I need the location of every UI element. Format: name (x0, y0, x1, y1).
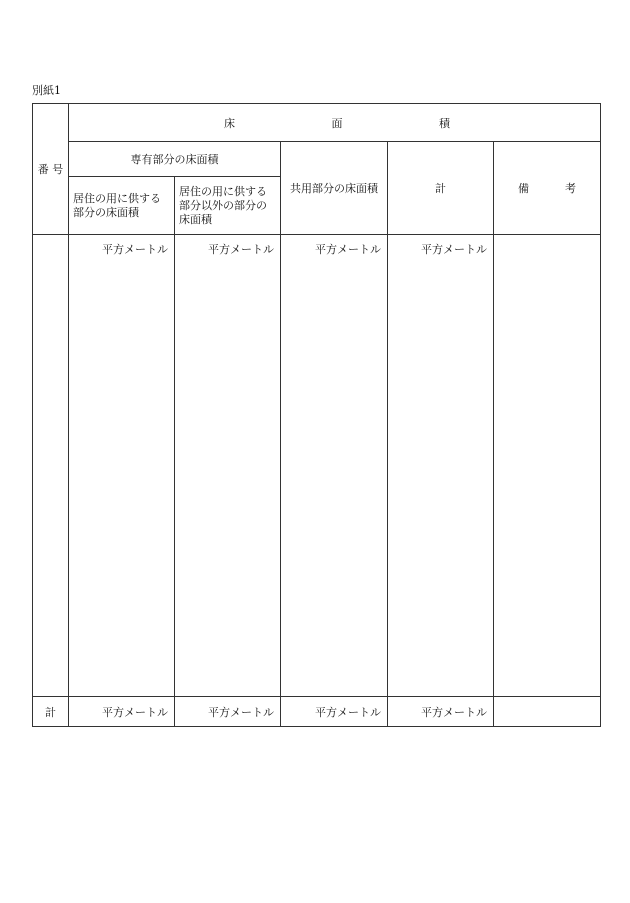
header-number: 番 号 (33, 104, 69, 235)
body-total-unit[interactable]: 平方メートル (388, 235, 494, 697)
remarks-char-1: 備 (518, 182, 529, 195)
total-non-residential-unit[interactable]: 平方メートル (175, 697, 281, 727)
body-common-unit[interactable]: 平方メートル (281, 235, 388, 697)
total-common-unit[interactable]: 平方メートル (281, 697, 388, 727)
floor-area-char-3: 積 (439, 116, 450, 130)
total-row-label: 計 (33, 697, 69, 727)
floor-area-char-1: 床 (224, 116, 235, 130)
header-common-area: 共用部分の床面積 (281, 142, 388, 235)
body-number-cell[interactable] (33, 235, 69, 697)
total-total-unit[interactable]: 平方メートル (388, 697, 494, 727)
total-residential-unit[interactable]: 平方メートル (69, 697, 175, 727)
attachment-label: 別紙1 (32, 84, 61, 97)
header-total: 計 (388, 142, 494, 235)
floor-area-char-2: 面 (331, 116, 343, 130)
header-floor-area (69, 104, 601, 142)
header-residential: 居住の用に供する部分の床面積 (69, 177, 175, 235)
total-remarks-cell[interactable] (494, 697, 601, 727)
floor-area-table (32, 103, 601, 727)
body-residential-unit[interactable]: 平方メートル (69, 235, 175, 697)
body-remarks-cell[interactable] (494, 235, 601, 697)
body-non-residential-unit[interactable]: 平方メートル (175, 235, 281, 697)
header-exclusive-area: 専有部分の床面積 (69, 142, 281, 177)
remarks-char-2: 考 (565, 182, 577, 195)
header-remarks (494, 142, 601, 235)
header-non-residential: 居住の用に供する部分以外の部分の床面積 (175, 177, 281, 235)
